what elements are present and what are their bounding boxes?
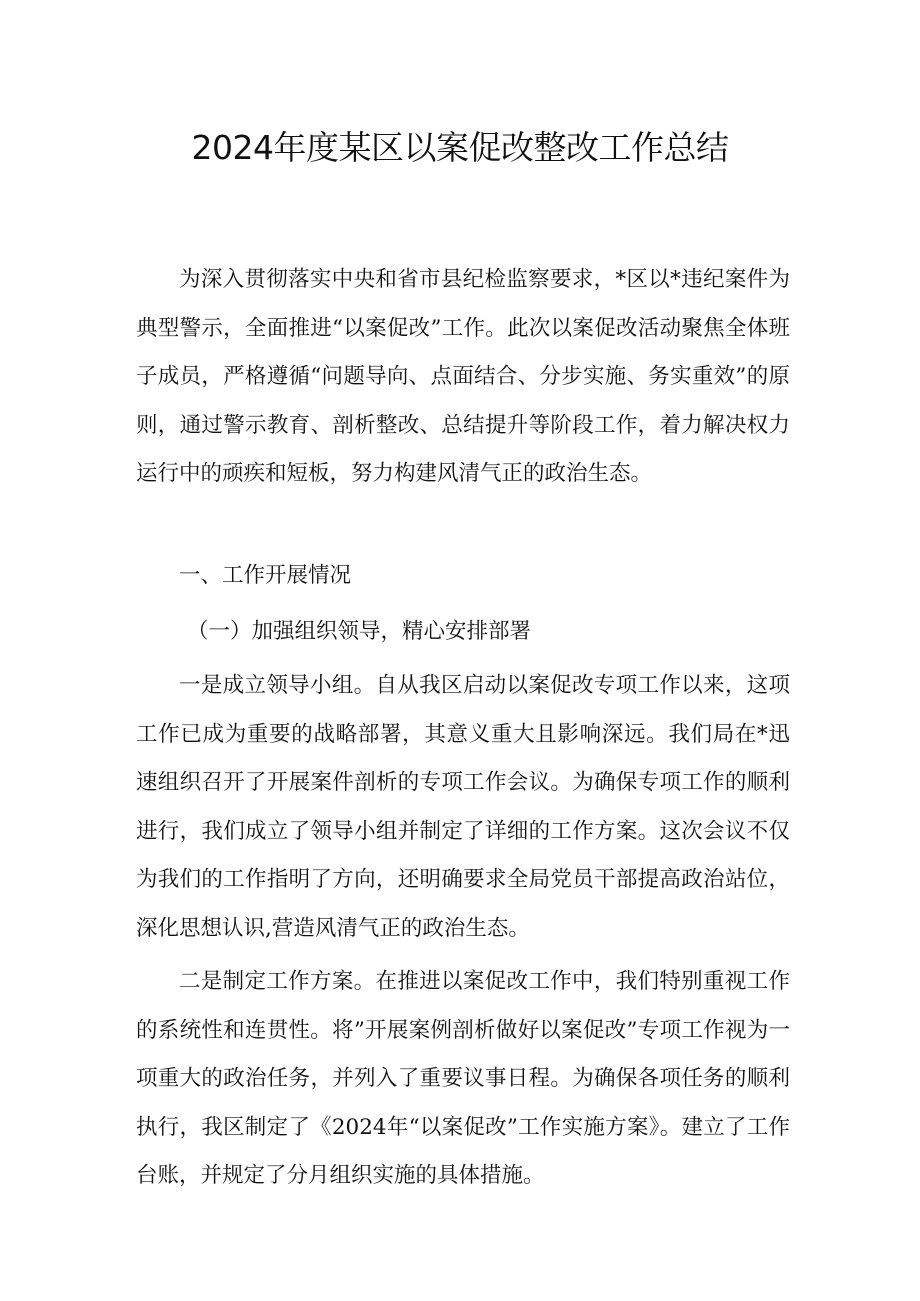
body-paragraph-2: 二是制定工作方案。在推进以案促改工作中，我们特别重视工作的系统性和连贯性。将”开展案例剖析做好以案促改”专项工作视为一项重大的政治任务，并列入了重要议事日程。为确保各项任务的顺利执行，我区制定了《2024年“以案促改”工作实施方案》。建立了工作台账，并规定了分月组织实施的具体措施。 [136,969,790,1188]
body-paragraph-1: 一是成立领导小组。自从我区启动以案促改专项工作以来，这项工作已成为重要的战略部署，其意义重大且影响深远。我们局在*迅速组织召开了开展案件剖析的专项工作会议。为确保专项工作的顺利进行，我们成立了领导小组并制定了详细的工作方案。这次会议不仅为我们的工作指明了方向，还明确要求全局党员干部提高政治站位，深化思想认识,营造风清气正的政治生态。 [136,673,790,941]
subsection-heading: （一）加强组织领导，精心安排部署 [187,619,532,644]
document-title: 2024年度某区以案促改整改工作总结 [191,128,729,167]
intro-paragraph: 为深入贯彻落实中央和省市县纪检监察要求，*区以*违纪案件为典型警示，全面推进“以案促改”工作。此次以案促改活动聚焦全体班子成员，严格遵循“问题导向、点面结合、分步实施、务实重效”的原则，通过警示教育、剖析整改、总结提升等阶段工作，着力解决权力运行中的顽疾和短板，努力构建风清气正的政治生态。 [136,267,790,486]
section-heading: 一、工作开展情况 [179,563,352,588]
